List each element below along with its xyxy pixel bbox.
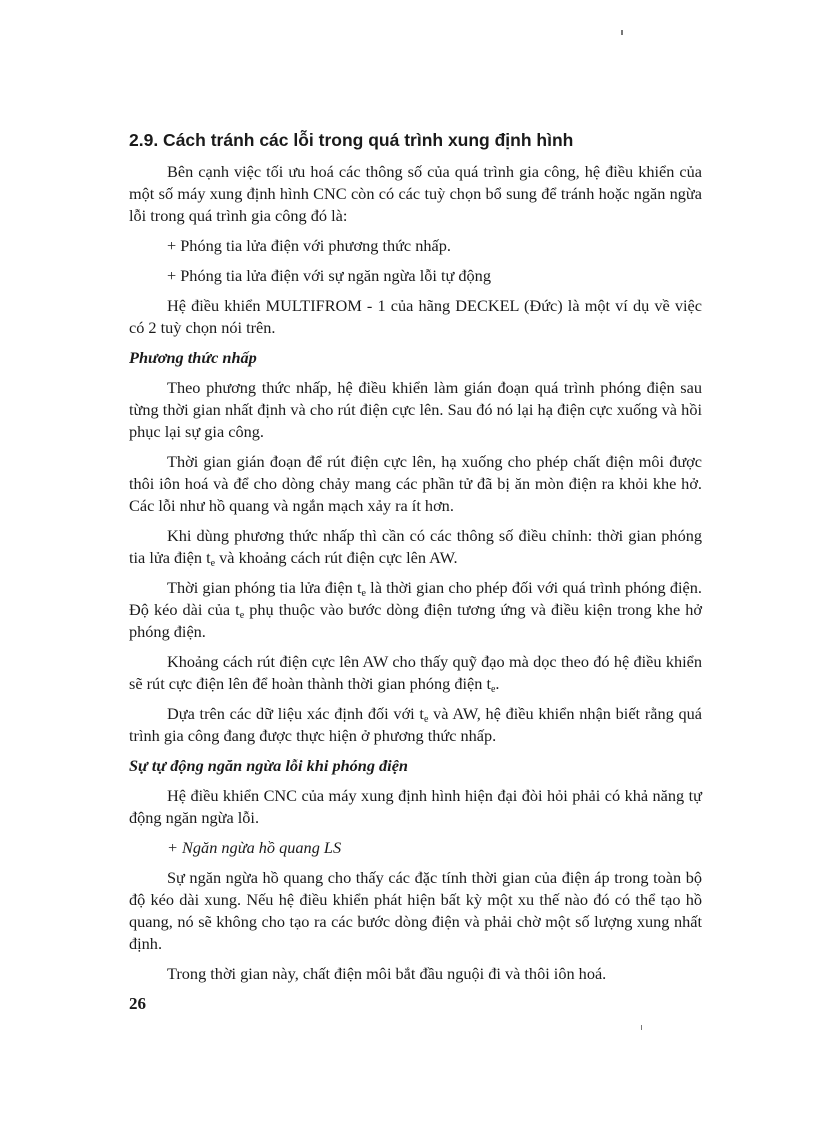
example-paragraph: Hệ điều khiển MULTIFROM - 1 của hãng DECKEL (Đức) là một ví dụ về việc có 2 tuỳ chọn nói trên. — [129, 296, 702, 337]
subscript: e — [361, 588, 366, 599]
page-number: 26 — [129, 994, 146, 1013]
section-title: 2.9. Cách tránh các lỗi trong quá trình xung định hình — [129, 130, 574, 150]
subscript: e — [423, 714, 429, 725]
list-item-arc-prevention: + Ngăn ngừa hồ quang LS — [167, 838, 342, 857]
paragraph-retract-distance: Khoảng cách rút điện cực lên AW cho thấy quỹ đạo mà dọc theo đó hệ điều khiển sẽ rút cực điện lên để hoàn thành thời gian phóng điện $t_e$. — [129, 652, 702, 695]
subscript: e — [210, 558, 216, 569]
scan-speck-bottom — [641, 1025, 642, 1030]
subheading-auto-prevention: Sự tự động ngăn ngừa lỗi khi phóng điện — [129, 756, 408, 775]
paragraph: Hệ điều khiển CNC của máy xung định hình hiện đại đòi hỏi phải có khả năng tự động ngăn ngừa lỗi. — [129, 786, 702, 827]
paragraph: Thời gian gián đoạn để rút điện cực lên, hạ xuống cho phép chất điện môi được thôi iôn hoá và để cho dòng chảy mang các phần tử đã bị ăn mòn điện ra khỏi khe hở. Các lỗi như hồ quang và ngắn mạch xảy ra ít hơn. — [129, 452, 702, 515]
paragraph-spark-time: Thời gian phóng tia lửa điện $t_e$ là thời gian cho phép đối với quá trình phóng điện. Độ kéo dài của $t_e$ phụ thuộc vào bước dòng điện tương ứng và điều kiện trong khe hở phóng điện. — [129, 578, 702, 641]
paragraph-parameters: Khi dùng phương thức nhấp thì cần có các thông số điều chỉnh: thời gian phóng tia lửa điện $t_e$ và khoảng cách rút điện cực lên AW. — [129, 526, 702, 569]
document-page — [129, 128, 702, 993]
scan-speck-top — [621, 30, 623, 35]
list-item: + Phóng tia lửa điện với phương thức nhấp. — [167, 236, 451, 255]
intro-paragraph: Bên cạnh việc tối ưu hoá các thông số của quá trình gia công, hệ điều khiển của một số máy xung định hình CNC còn có các tuỳ chọn bổ sung để tránh hoặc ngăn ngừa lỗi trong quá trình gia công đó là: — [129, 162, 702, 225]
list-item: + Phóng tia lửa điện với sự ngăn ngừa lỗi tự động — [167, 266, 491, 285]
subheading-click-method: Phương thức nhấp — [129, 348, 257, 367]
paragraph: Sự ngăn ngừa hồ quang cho thấy các đặc tính thời gian của điện áp trong toàn bộ độ kéo dài xung. Nếu hệ điều khiển phát hiện bất kỳ một xu thế nào đó có thể tạo hồ quang, nó sẽ không cho tạo ra các bước dòng điện và phải chờ một số lượng xung nhất định. — [129, 868, 702, 953]
paragraph: Theo phương thức nhấp, hệ điều khiển làm gián đoạn quá trình phóng điện sau từng thời gian nhất định và cho rút điện cực lên. Sau đó nó lại hạ điện cực xuống và hồi phục lại sự gia công. — [129, 378, 702, 441]
paragraph-recognition: Dựa trên các dữ liệu xác định đối với $t_e$ và AW, hệ điều khiển nhận biết rằng quá trình gia công đang được thực hiện ở phương thức nhấp. — [129, 704, 702, 745]
paragraph: Trong thời gian này, chất điện môi bắt đầu nguội đi và thôi iôn hoá. — [167, 964, 607, 983]
subscript: e — [490, 684, 496, 695]
subscript: e — [239, 610, 245, 621]
